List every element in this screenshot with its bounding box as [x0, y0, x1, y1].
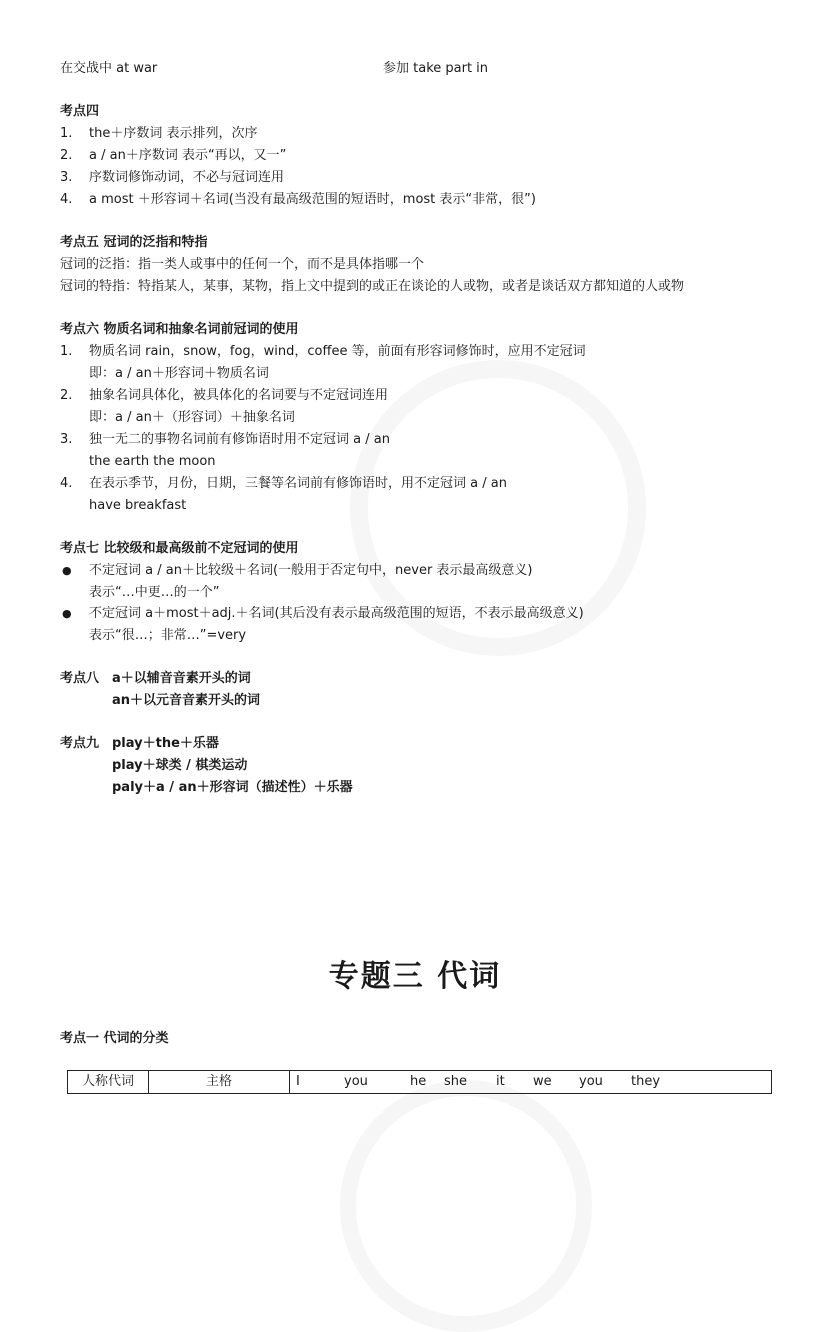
- table-cell-pronouns: [290, 1071, 772, 1094]
- k4-num-4: 4.: [60, 192, 73, 207]
- k5-line-1: 冠词的泛指：指一类人或事中的任何一个，而不是具体指哪一个: [60, 257, 425, 272]
- k6-item-3: 独一无二的事物名词前有修饰语时用不定冠词 a / an: [89, 432, 390, 447]
- pronoun-item: they: [631, 1074, 661, 1089]
- pronoun-item: you: [579, 1074, 603, 1089]
- section-title: 专题三 代词: [328, 959, 502, 994]
- k7-sub-2: 表示“很…；非常…”=very: [89, 628, 247, 643]
- k6-num-2: 2.: [60, 388, 73, 403]
- pronoun-item: it: [496, 1074, 505, 1089]
- k6-heading: 考点六 物质名词和抽象名词前冠词的使用: [60, 322, 299, 337]
- k9-label: 考点九: [60, 736, 100, 751]
- k6-num-1: 1.: [60, 344, 73, 359]
- k4-item-2: a / an＋序数词 表示“再以，又一”: [89, 148, 287, 163]
- k4-item-1: the＋序数词 表示排列，次序: [89, 126, 258, 141]
- k4-num-3: 3.: [60, 170, 73, 185]
- pronoun-item: we: [533, 1074, 552, 1089]
- pronoun-item: I: [296, 1074, 300, 1089]
- pronoun-item: he: [410, 1074, 427, 1089]
- watermark-seal: [292, 302, 704, 714]
- k8-line-2: an＋以元音音素开头的词: [112, 693, 261, 708]
- k6-sub-1: 即：a / an＋形容词＋物质名词: [89, 366, 269, 381]
- k4-num-1: 1.: [60, 126, 73, 141]
- k7-heading: 考点七 比较级和最高级前不定冠词的使用: [60, 541, 299, 556]
- table-cell-case: 主格: [149, 1071, 290, 1094]
- k4-item-4: a most ＋形容词＋名词(当没有最高级范围的短语时，most 表示“非常，很”): [89, 192, 536, 207]
- k7-bullet-2: ●: [62, 607, 72, 620]
- k6-sub-3: the earth the moon: [89, 454, 216, 469]
- k6-item-2: 抽象名词具体化，被具体化的名词要与不定冠词连用: [89, 388, 389, 403]
- watermark-seal-bottom: [340, 1080, 592, 1332]
- k9-line-3: paly＋a / an＋形容词（描述性）＋乐器: [112, 780, 353, 795]
- k6-item-1: 物质名词 rain，snow，fog，wind，coffee 等，前面有形容词修饰时，应用不定冠词: [89, 344, 586, 359]
- table-row: [68, 1071, 772, 1094]
- pronoun-item: she: [444, 1074, 468, 1089]
- k4-heading: 考点四: [60, 104, 100, 119]
- top-row-right: 参加 take part in: [383, 61, 489, 76]
- k5-heading: 考点五 冠词的泛指和特指: [60, 235, 208, 250]
- pronoun-table: [67, 1070, 772, 1094]
- k7-sub-1: 表示“…中更…的一个”: [89, 585, 220, 600]
- k6-sub-4: have breakfast: [89, 498, 187, 513]
- k7-bullet-1: ●: [62, 564, 72, 577]
- k8-label: 考点八: [60, 671, 100, 686]
- k4-item-3: 序数词修饰动词，不必与冠词连用: [89, 170, 285, 185]
- pronoun-item: you: [344, 1074, 368, 1089]
- k7-item-2: 不定冠词 a＋most＋adj.＋名词(其后没有表示最高级范围的短语，不表示最高级意义): [89, 606, 584, 621]
- k8-line-1: a＋以辅音音素开头的词: [112, 671, 251, 686]
- k4-num-2: 2.: [60, 148, 73, 163]
- k9-line-1: play＋the＋乐器: [112, 736, 219, 751]
- k6-num-3: 3.: [60, 432, 73, 447]
- k6-sub-2: 即：a / an＋（形容词）＋抽象名词: [89, 410, 295, 425]
- k6-item-4: 在表示季节，月份，日期，三餐等名词前有修饰语时，用不定冠词 a / an: [89, 476, 507, 491]
- table-cell-category: 人称代词: [68, 1071, 149, 1094]
- k6-num-4: 4.: [60, 476, 73, 491]
- top-row-left: 在交战中 at war: [60, 61, 158, 76]
- k7-item-1: 不定冠词 a / an＋比较级＋名词(一般用于否定句中，never 表示最高级意义): [89, 563, 533, 578]
- p1-heading: 考点一 代词的分类: [60, 1031, 169, 1046]
- k9-line-2: play＋球类 / 棋类运动: [112, 758, 248, 773]
- k5-line-2: 冠词的特指：特指某人，某事，某物，指上文中提到的或正在谈论的人或物，或者是谈话双方都知道的人或物: [60, 279, 685, 294]
